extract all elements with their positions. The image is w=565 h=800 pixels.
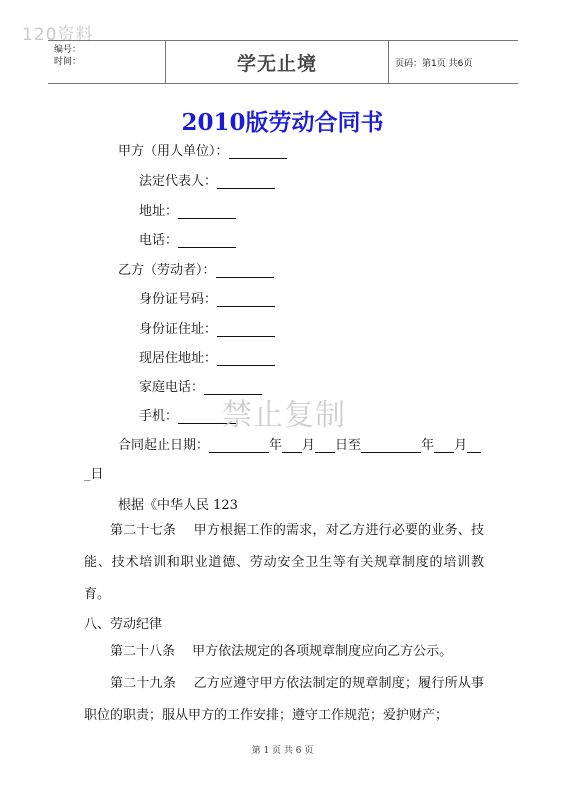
start-year-blank xyxy=(209,438,269,453)
party-b-blank xyxy=(216,263,274,278)
address-label: 地址： xyxy=(139,204,179,219)
contract-dates-row xyxy=(118,434,481,453)
id-address-label: 身份证住址： xyxy=(139,322,218,337)
home-phone-label: 家庭电话： xyxy=(139,380,205,395)
end-year-blank xyxy=(361,438,421,453)
to-text: 日至 xyxy=(335,438,362,453)
end-month-blank xyxy=(434,438,454,453)
day-wrap: _日 xyxy=(84,467,104,482)
phone-row xyxy=(139,229,236,248)
time-label: 时间： xyxy=(54,57,82,67)
article-27: 第二十七条 甲方根据工作的需求，对乙方进行必要的业务、技能、技术培训和职业道德、劳动安全卫生等有关规章制度的培训教育。 xyxy=(84,523,484,602)
address-row xyxy=(139,200,236,219)
header-meta xyxy=(48,41,166,83)
header-page-info: 页码：第1页 共6页 xyxy=(395,58,473,69)
start-month-blank xyxy=(282,438,302,453)
copy-forbidden-watermark: 禁止复制 xyxy=(222,398,346,433)
header-brand: 学无止境 xyxy=(166,41,389,83)
party-b-row xyxy=(118,259,274,278)
current-address-label: 现居住地址： xyxy=(139,351,218,366)
mobile-label: 手机： xyxy=(139,409,179,424)
party-a-blank xyxy=(229,144,287,159)
party-a-row xyxy=(118,140,287,159)
contract-dates-label: 合同起止日期： xyxy=(118,438,210,453)
id-address-blank xyxy=(217,322,275,337)
watermark-logo: 120资料 xyxy=(22,25,94,45)
month-text: 月 xyxy=(302,438,316,453)
id-number-row xyxy=(139,288,275,307)
legal-rep-label: 法定代表人： xyxy=(139,174,218,189)
phone-label: 电话： xyxy=(139,233,179,248)
end-year-text: 年 xyxy=(421,438,435,453)
legal-rep-row xyxy=(139,170,275,189)
page-header xyxy=(48,40,518,84)
start-day-blank xyxy=(315,438,335,453)
end-month-text: 月 xyxy=(454,438,468,453)
article-29: 第二十九条 乙方应遵守甲方依法制定的规章制度；履行所从事职位的职责；服从甲方的工作安排；遵守工作规范；爱护财产； xyxy=(84,676,484,723)
basis-line: 根据《中华人民 123 xyxy=(118,498,238,513)
id-number-blank xyxy=(217,292,275,307)
phone-blank xyxy=(178,233,236,248)
current-address-row xyxy=(139,347,275,366)
id-number-label: 身份证号码： xyxy=(139,292,218,307)
year-text: 年 xyxy=(269,438,283,453)
section-8-heading: 八、劳动纪律 xyxy=(84,617,163,632)
party-a-label: 甲方（用人单位）： xyxy=(118,144,229,159)
document-title: 2010版劳动合同书 xyxy=(181,109,384,136)
number-label: 编号： xyxy=(54,45,82,55)
legal-rep-blank xyxy=(217,174,275,189)
party-b-label: 乙方（劳动者）： xyxy=(118,263,216,278)
address-blank xyxy=(178,204,236,219)
article-28: 第二十八条 甲方依法规定的各项规章制度应向乙方公示。 xyxy=(110,644,453,659)
page-footer: 第 1 页 共 6 页 xyxy=(251,746,314,756)
current-address-blank xyxy=(217,351,275,366)
end-day-blank xyxy=(467,438,481,453)
id-address-row xyxy=(139,318,275,337)
